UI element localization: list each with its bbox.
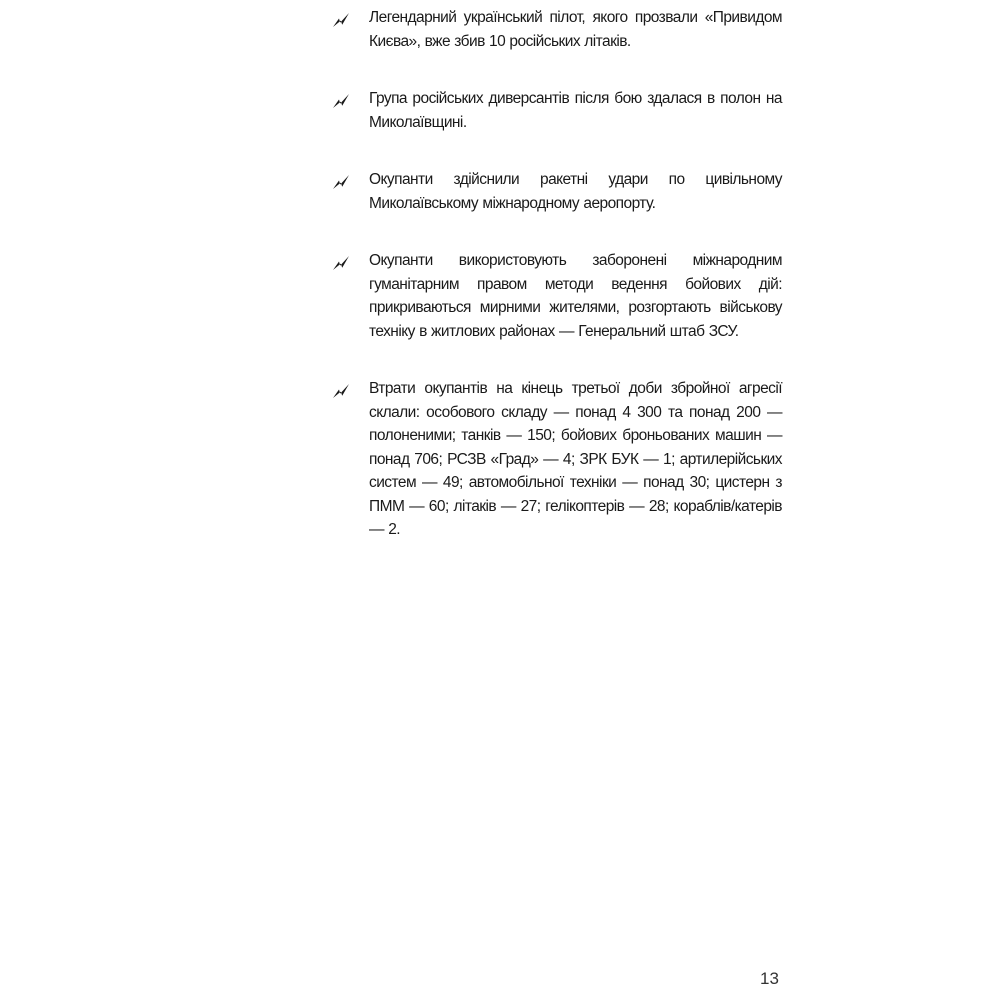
- list-item: [330, 168, 782, 215]
- list-item: [330, 377, 782, 542]
- list-item: [330, 249, 782, 343]
- list-item: [330, 6, 782, 53]
- lightning-bolt-icon: [332, 12, 350, 28]
- lightning-bolt-icon: [332, 255, 350, 271]
- list-item: [330, 87, 782, 134]
- news-item-text: Легендарний український пілот, якого прозвали «Привидом Києва», вже збив 10 російських літаків.: [369, 9, 782, 50]
- news-list: [330, 6, 782, 576]
- lightning-bolt-icon: [332, 174, 350, 190]
- lightning-bolt-icon: [332, 383, 350, 399]
- news-item-text: Група російських диверсантів після бою здалася в полон на Миколаївщині.: [369, 90, 782, 131]
- lightning-bolt-icon: [332, 93, 350, 109]
- page-number: 13: [760, 969, 779, 988]
- news-item-text: Окупанти використовують заборонені міжнародним гуманітарним правом методи ведення бойових дій: прикриваються мирними жителями, розгортають військову техніку в житлових районах — Генеральний штаб ЗСУ.: [369, 252, 782, 340]
- news-item-text: Втрати окупантів на кінець третьої доби збройної агресії склали: особового складу — понад 4 300 та понад 200 — полоненими; танків — 150; бойових броньованих машин — понад 706; РСЗВ «Град» — 4; ЗРК БУК — 1; артилерійських систем — 49; автомобільної техніки — понад 30; цистерн з ПММ — 60; літаків — 27; гелікоптерів — 28; кораблів/катерів — 2.: [369, 380, 782, 538]
- news-item-text: Окупанти здійснили ракетні удари по цивільному Миколаївському міжнародному аеропорту.: [369, 171, 782, 212]
